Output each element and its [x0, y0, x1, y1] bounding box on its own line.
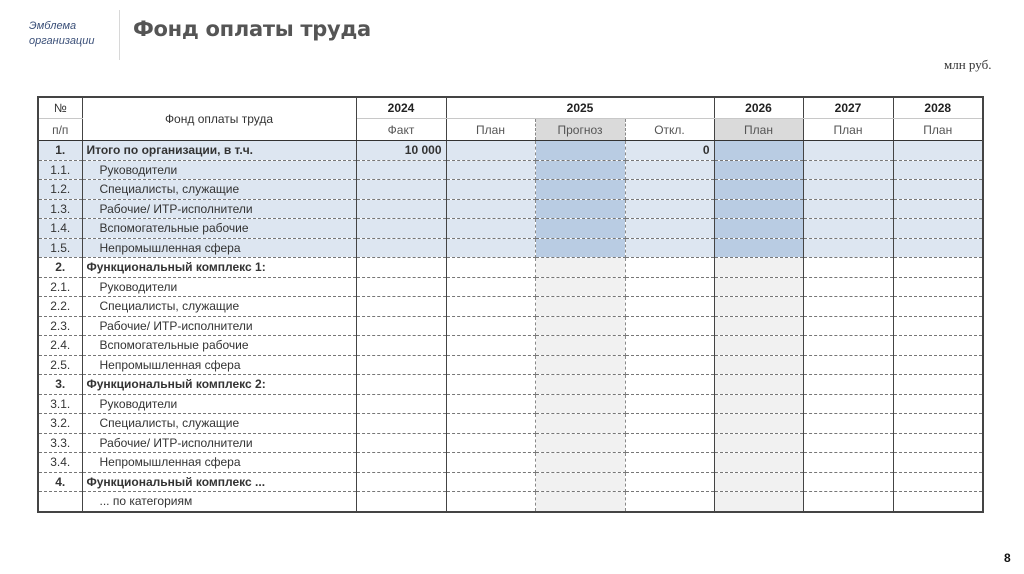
cell-2028-plan[interactable] — [893, 433, 983, 453]
table-row — [38, 219, 983, 239]
cell-2027-plan[interactable] — [803, 414, 893, 434]
row-number: 3.3. — [38, 433, 82, 453]
col-header-num: № — [38, 97, 82, 119]
cell-2028-plan[interactable] — [893, 414, 983, 434]
cell-2025-forecast[interactable] — [535, 336, 625, 356]
cell-2027-plan[interactable] — [803, 375, 893, 395]
row-label: Рабочие/ ИТР-исполнители — [82, 316, 356, 336]
cell-2025-plan[interactable] — [446, 219, 535, 239]
cell-2025-plan[interactable] — [446, 160, 535, 180]
row-label: Функциональный комплекс 2: — [82, 375, 356, 395]
table-row — [38, 453, 983, 473]
cell-2027-plan[interactable] — [803, 199, 893, 219]
table-row — [38, 414, 983, 434]
row-number: 1.5. — [38, 238, 82, 258]
cell-2027-plan[interactable] — [803, 219, 893, 239]
row-number: 1.4. — [38, 219, 82, 239]
cell-2025-deviation[interactable] — [625, 277, 714, 297]
cell-2025-deviation[interactable] — [625, 492, 714, 512]
cell-2025-forecast[interactable] — [535, 394, 625, 414]
cell-2024-fact[interactable] — [356, 355, 446, 375]
table-row — [38, 238, 983, 258]
cell-2028-plan[interactable] — [893, 453, 983, 473]
cell-2028-plan[interactable] — [893, 238, 983, 258]
row-label: Функциональный комплекс ... — [82, 472, 356, 492]
cell-2025-plan[interactable] — [446, 141, 535, 161]
row-number: 3.4. — [38, 453, 82, 473]
cell-2025-plan[interactable] — [446, 394, 535, 414]
cell-2026-plan[interactable] — [714, 472, 803, 492]
cell-2027-plan[interactable] — [803, 297, 893, 317]
year-2024: 2024 — [356, 97, 446, 119]
cell-2026-plan[interactable] — [714, 414, 803, 434]
cell-2024-fact[interactable] — [356, 453, 446, 473]
page-number: 8 — [1004, 551, 1011, 565]
cell-2028-plan[interactable] — [893, 297, 983, 317]
payroll-table — [37, 96, 984, 513]
row-number: 4. — [38, 472, 82, 492]
cell-2025-forecast[interactable] — [535, 180, 625, 200]
col-header-name: Фонд оплаты труда — [82, 97, 356, 141]
cell-2028-plan[interactable] — [893, 355, 983, 375]
cell-2027-plan[interactable] — [803, 492, 893, 512]
cell-2025-forecast[interactable] — [535, 238, 625, 258]
units-label: млн руб. — [944, 57, 992, 72]
cell-2027-plan[interactable] — [803, 141, 893, 161]
row-label: Рабочие/ ИТР-исполнители — [82, 199, 356, 219]
row-number: 1.2. — [38, 180, 82, 200]
cell-2025-forecast[interactable] — [535, 277, 625, 297]
cell-2028-plan[interactable] — [893, 258, 983, 278]
cell-2025-plan[interactable] — [446, 492, 535, 512]
table-row — [38, 336, 983, 356]
row-number: 3.2. — [38, 414, 82, 434]
row-label: Специалисты, служащие — [82, 414, 356, 434]
row-label: Функциональный комплекс 1: — [82, 258, 356, 278]
cell-2028-plan[interactable] — [893, 199, 983, 219]
cell-2026-plan[interactable] — [714, 219, 803, 239]
table-row — [38, 199, 983, 219]
row-label: Руководители — [82, 160, 356, 180]
cell-2024-fact[interactable] — [356, 375, 446, 395]
cell-2025-deviation[interactable] — [625, 472, 714, 492]
cell-2025-deviation[interactable] — [625, 316, 714, 336]
row-label: ... по категориям — [82, 492, 356, 512]
cell-2025-deviation[interactable] — [625, 199, 714, 219]
cell-2028-plan[interactable] — [893, 160, 983, 180]
cell-2028-plan[interactable] — [893, 141, 983, 161]
row-label: Непромышленная сфера — [82, 453, 356, 473]
row-label: Итого по организации, в т.ч. — [82, 141, 356, 161]
cell-2024-fact[interactable] — [356, 258, 446, 278]
cell-2024-fact[interactable] — [356, 160, 446, 180]
header-divider — [119, 10, 120, 60]
row-number: 2.2. — [38, 297, 82, 317]
cell-2026-plan[interactable] — [714, 258, 803, 278]
cell-2028-plan[interactable] — [893, 219, 983, 239]
cell-2025-plan[interactable] — [446, 199, 535, 219]
cell-2028-plan[interactable] — [893, 394, 983, 414]
cell-2025-plan[interactable] — [446, 414, 535, 434]
cell-2024-fact[interactable] — [356, 336, 446, 356]
cell-2027-plan[interactable] — [803, 472, 893, 492]
table-row — [38, 180, 983, 200]
cell-2025-plan[interactable] — [446, 336, 535, 356]
cell-2025-plan[interactable] — [446, 238, 535, 258]
cell-2025-deviation[interactable] — [625, 433, 714, 453]
cell-2025-deviation[interactable] — [625, 297, 714, 317]
row-label: Непромышленная сфера — [82, 355, 356, 375]
cell-2024-fact[interactable] — [356, 199, 446, 219]
cell-2025-forecast[interactable] — [535, 160, 625, 180]
cell-2025-forecast[interactable] — [535, 219, 625, 239]
cell-2025-plan[interactable] — [446, 316, 535, 336]
cell-2025-forecast[interactable] — [535, 355, 625, 375]
table-row — [38, 355, 983, 375]
cell-2024-fact[interactable] — [356, 180, 446, 200]
cell-2025-deviation[interactable] — [625, 258, 714, 278]
cell-2025-plan[interactable] — [446, 453, 535, 473]
table-row — [38, 472, 983, 492]
cell-2025-forecast[interactable] — [535, 258, 625, 278]
table-row — [38, 375, 983, 395]
cell-2027-plan[interactable] — [803, 180, 893, 200]
table-row — [38, 492, 983, 512]
cell-2024-fact[interactable] — [356, 433, 446, 453]
cell-2024-fact[interactable] — [356, 316, 446, 336]
cell-2026-plan[interactable] — [714, 238, 803, 258]
cell-2025-deviation[interactable]: 0 — [625, 141, 714, 161]
row-number: 2.3. — [38, 316, 82, 336]
row-number: 1.3. — [38, 199, 82, 219]
cell-2025-plan[interactable] — [446, 180, 535, 200]
cell-2025-deviation[interactable] — [625, 355, 714, 375]
cell-2024-fact[interactable] — [356, 492, 446, 512]
subcol-2025-deviation: Откл. — [625, 119, 714, 141]
cell-2026-plan[interactable] — [714, 355, 803, 375]
cell-2025-plan[interactable] — [446, 375, 535, 395]
cell-2025-plan[interactable] — [446, 355, 535, 375]
year-2026: 2026 — [714, 97, 803, 119]
cell-2025-deviation[interactable] — [625, 375, 714, 395]
cell-2026-plan[interactable] — [714, 297, 803, 317]
cell-2025-forecast[interactable] — [535, 433, 625, 453]
cell-2027-plan[interactable] — [803, 277, 893, 297]
subcol-2025-forecast: Прогноз — [535, 119, 625, 141]
row-number: 3.1. — [38, 394, 82, 414]
row-number — [38, 492, 82, 512]
cell-2025-forecast[interactable] — [535, 316, 625, 336]
cell-2024-fact[interactable] — [356, 297, 446, 317]
cell-2025-plan[interactable] — [446, 433, 535, 453]
cell-2026-plan[interactable] — [714, 316, 803, 336]
table-row — [38, 394, 983, 414]
row-label: Специалисты, служащие — [82, 297, 356, 317]
cell-2028-plan[interactable] — [893, 492, 983, 512]
year-2028: 2028 — [893, 97, 983, 119]
row-label: Руководители — [82, 394, 356, 414]
cell-2025-forecast[interactable] — [535, 199, 625, 219]
cell-2025-forecast[interactable] — [535, 375, 625, 395]
cell-2024-fact[interactable] — [356, 219, 446, 239]
table-row — [38, 297, 983, 317]
subcol-2026-plan: План — [714, 119, 803, 141]
cell-2027-plan[interactable] — [803, 336, 893, 356]
row-label: Рабочие/ ИТР-исполнители — [82, 433, 356, 453]
cell-2025-deviation[interactable] — [625, 453, 714, 473]
cell-2027-plan[interactable] — [803, 355, 893, 375]
cell-2025-forecast[interactable] — [535, 297, 625, 317]
year-2025: 2025 — [446, 97, 714, 119]
cell-2028-plan[interactable] — [893, 277, 983, 297]
cell-2028-plan[interactable] — [893, 180, 983, 200]
page-title: Фонд оплаты труда — [133, 17, 371, 41]
cell-2025-deviation[interactable] — [625, 414, 714, 434]
cell-2024-fact[interactable] — [356, 414, 446, 434]
cell-2025-deviation[interactable] — [625, 394, 714, 414]
cell-2027-plan[interactable] — [803, 160, 893, 180]
row-label: Руководители — [82, 277, 356, 297]
cell-2027-plan[interactable] — [803, 433, 893, 453]
cell-2026-plan[interactable] — [714, 375, 803, 395]
cell-2026-plan[interactable] — [714, 141, 803, 161]
table-row — [38, 160, 983, 180]
cell-2025-plan[interactable] — [446, 277, 535, 297]
row-label: Вспомогательные рабочие — [82, 219, 356, 239]
cell-2028-plan[interactable] — [893, 472, 983, 492]
organization-emblem-placeholder — [29, 19, 94, 49]
cell-2026-plan[interactable] — [714, 453, 803, 473]
row-label: Вспомогательные рабочие — [82, 336, 356, 356]
table-row — [38, 433, 983, 453]
row-number: 2.1. — [38, 277, 82, 297]
cell-2026-plan[interactable] — [714, 180, 803, 200]
cell-2025-deviation[interactable] — [625, 219, 714, 239]
table-row — [38, 258, 983, 278]
row-number: 2. — [38, 258, 82, 278]
cell-2025-plan[interactable] — [446, 258, 535, 278]
row-number: 1. — [38, 141, 82, 161]
cell-2025-deviation[interactable] — [625, 238, 714, 258]
cell-2025-deviation[interactable] — [625, 180, 714, 200]
subcol-2028-plan: План — [893, 119, 983, 141]
cell-2026-plan[interactable] — [714, 336, 803, 356]
cell-2026-plan[interactable] — [714, 394, 803, 414]
cell-2026-plan[interactable] — [714, 199, 803, 219]
cell-2025-forecast[interactable] — [535, 472, 625, 492]
cell-2025-plan[interactable] — [446, 472, 535, 492]
cell-2025-forecast[interactable] — [535, 453, 625, 473]
subcol-2024-fact: Факт — [356, 119, 446, 141]
header-row-years — [38, 97, 983, 119]
row-number: 2.4. — [38, 336, 82, 356]
year-2027: 2027 — [803, 97, 893, 119]
cell-2025-forecast[interactable] — [535, 492, 625, 512]
row-number: 1.1. — [38, 160, 82, 180]
cell-2028-plan[interactable] — [893, 375, 983, 395]
emblem-line-2: организации — [29, 35, 95, 47]
emblem-line-1: Эмблема — [29, 20, 77, 32]
cell-2025-forecast[interactable] — [535, 414, 625, 434]
table-row — [38, 277, 983, 297]
cell-2025-deviation[interactable] — [625, 336, 714, 356]
table-row — [38, 316, 983, 336]
cell-2024-fact[interactable] — [356, 238, 446, 258]
cell-2026-plan[interactable] — [714, 433, 803, 453]
cell-2026-plan[interactable] — [714, 492, 803, 512]
cell-2028-plan[interactable] — [893, 316, 983, 336]
table-row — [38, 141, 983, 161]
row-number: 2.5. — [38, 355, 82, 375]
cell-2027-plan[interactable] — [803, 394, 893, 414]
row-label: Специалисты, служащие — [82, 180, 356, 200]
cell-2025-plan[interactable] — [446, 297, 535, 317]
cell-2024-fact[interactable]: 10 000 — [356, 141, 446, 161]
row-label: Непромышленная сфера — [82, 238, 356, 258]
row-number: 3. — [38, 375, 82, 395]
cell-2027-plan[interactable] — [803, 238, 893, 258]
cell-2028-plan[interactable] — [893, 336, 983, 356]
cell-2024-fact[interactable] — [356, 277, 446, 297]
cell-2024-fact[interactable] — [356, 472, 446, 492]
cell-2026-plan[interactable] — [714, 160, 803, 180]
subcol-2025-plan: План — [446, 119, 535, 141]
col-header-num-2: п/п — [38, 119, 82, 141]
cell-2026-plan[interactable] — [714, 277, 803, 297]
cell-2025-deviation[interactable] — [625, 160, 714, 180]
cell-2025-forecast[interactable] — [535, 141, 625, 161]
cell-2027-plan[interactable] — [803, 453, 893, 473]
subcol-2027-plan: План — [803, 119, 893, 141]
cell-2024-fact[interactable] — [356, 394, 446, 414]
cell-2027-plan[interactable] — [803, 316, 893, 336]
cell-2027-plan[interactable] — [803, 258, 893, 278]
